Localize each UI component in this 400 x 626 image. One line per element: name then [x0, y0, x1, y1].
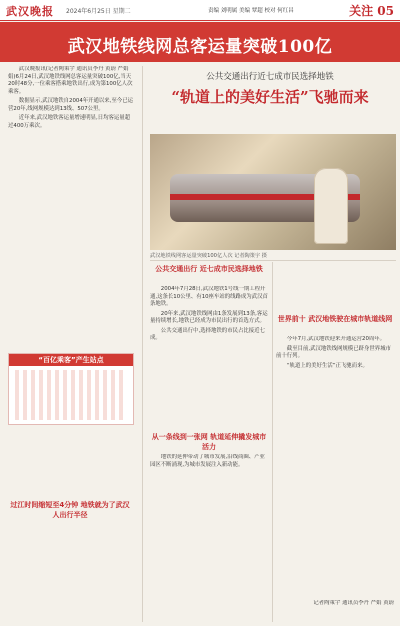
mid-paragraph-2: 20年来,武汉地铁线网由1条发展到13条,客运量持续增长,地铁已经成为市民出行的首选方式。	[150, 310, 268, 325]
station-infobox-title: “百亿乘客”产生站点	[9, 354, 133, 366]
mid-lower-column	[150, 454, 268, 614]
newspaper-logo: 武汉晚报	[6, 5, 54, 18]
issue-date: 2024年6月25日 星期二	[66, 8, 131, 15]
right-paragraph-2: 截至目前,武汉地铁线网规模已跻身世界城市前十行列。	[276, 345, 391, 360]
left-column	[8, 66, 134, 346]
right-column	[276, 336, 394, 586]
mid-paragraph-1: 2004年7月28日,武汉地铁1号线一期工程开通,这条长10公里、有10座车站的线路成为武汉首条地铁。	[150, 286, 268, 308]
masthead-bar	[0, 0, 400, 21]
headline: 武汉地铁线网总客运量突破100亿	[67, 37, 333, 57]
editor-credits: 责编 刘明属 美编 覃超 校对 何红昌	[208, 8, 294, 14]
mid-lower-paragraph-1: 地铁的延伸带动了城市发展,沿线商圈、产业园区不断涌现,为城市发展注入新动能。	[150, 454, 265, 468]
right-byline: 记者陶策宇 通讯员李丹 严娟 黄蔚	[313, 600, 394, 606]
station-chart-graphic	[15, 370, 127, 420]
headline-banner	[0, 22, 400, 62]
mid-heading: 公共交通出行 近七成市民选择地铁	[155, 265, 263, 273]
photo-rule	[150, 260, 396, 261]
main-title: “轨道上的美好生活”飞驰而来	[171, 88, 369, 106]
photo-caption: 武汉地铁线网客运量突破100亿人次 记者陶策宇 摄	[150, 253, 267, 259]
column-rule-left	[142, 66, 143, 622]
mid-lower-heading: 从一条线到一张网 轨道延伸撬发城市活力	[151, 433, 267, 451]
station-infobox	[8, 353, 134, 425]
passenger-figure	[314, 168, 348, 244]
column-rule-right	[272, 262, 273, 622]
right-heading: 世界前十 武汉地铁驶在城市轨道线网	[277, 315, 393, 323]
section-label: 关注 05	[349, 4, 394, 18]
left-paragraph-3: 近年来,武汉地铁客运量增速明显,日均客运量超过400万乘次。	[8, 115, 131, 129]
subheadline: 公共交通出行近七成市民选择地铁	[206, 72, 334, 82]
right-paragraph-1: 今年7月,武汉地铁迎来开通运营20周年。	[286, 336, 386, 342]
mid-paragraph-3: 公共交通出行中,选择地铁的市民占比接近七成。	[150, 327, 265, 342]
mid-column	[150, 286, 268, 426]
left-lower-heading: 过江时间缩短至4分钟 地铁就为了武汉人出行半径	[10, 501, 130, 519]
left-paragraph-2: 数据显示,武汉地铁自2004年开通以来,至今已运营20年,线网规模达到13线、507公里。	[8, 98, 133, 112]
right-paragraph-3: “轨道上的美好生活”正飞驰而来。	[286, 362, 368, 369]
left-paragraph-1: 武汉晚报讯(记者陶策宇 通讯员李丹 黄蔚 严娟娟)6月24日,武汉地铁线网总客运量突破100亿,当天20时48分,一位乘客搭乘地铁出行,成为第100亿人次乘客。	[8, 66, 133, 95]
metro-photo	[150, 134, 396, 250]
